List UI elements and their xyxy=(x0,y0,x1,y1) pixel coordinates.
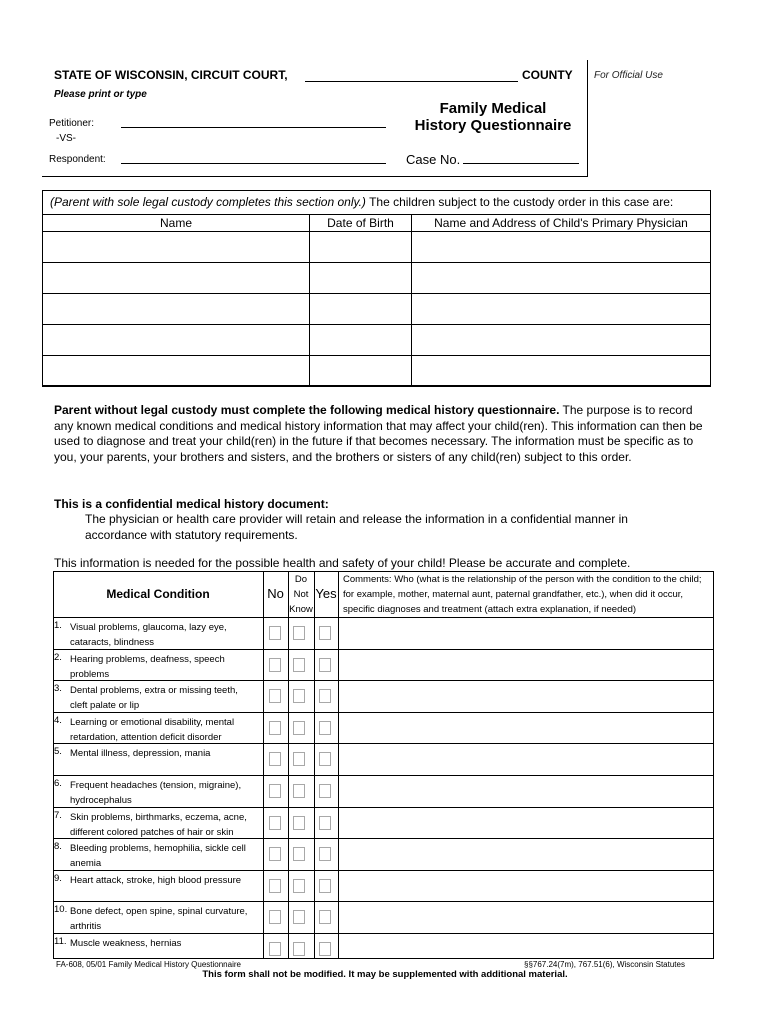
child-row xyxy=(43,232,711,263)
no-checkbox[interactable] xyxy=(269,721,281,735)
yes-checkbox[interactable] xyxy=(319,942,331,956)
do-not-know-checkbox[interactable] xyxy=(293,689,305,703)
col-header-dnk-1: Do xyxy=(294,574,308,585)
instructions-bold: Parent without legal custody must complete the following medical history questionnaire. xyxy=(54,403,560,417)
vs-label: -VS- xyxy=(56,133,76,144)
comments-cell[interactable] xyxy=(339,617,713,649)
confidential-heading: This is a confidential medical history document: xyxy=(54,497,329,511)
col-header-condition: Medical Condition xyxy=(106,587,210,601)
child-dob-cell[interactable] xyxy=(310,294,412,325)
do-not-know-checkbox[interactable] xyxy=(293,626,305,640)
respondent-label: Respondent: xyxy=(49,154,106,165)
case-no-field[interactable] xyxy=(463,163,579,164)
yes-checkbox[interactable] xyxy=(319,816,331,830)
condition-label-line1: Bone defect, open spine, spinal curvature, xyxy=(70,906,248,918)
county-label: COUNTY xyxy=(522,68,573,82)
condition-row xyxy=(53,617,714,649)
condition-label-line1: Bleeding problems, hemophilia, sickle cell xyxy=(70,843,246,855)
child-row xyxy=(43,294,711,325)
condition-row xyxy=(53,901,714,933)
needed-note: This information is needed for the possible health and safety of your child! Please be accurate and complete. xyxy=(54,556,631,570)
condition-label xyxy=(70,841,262,871)
child-dob-cell[interactable] xyxy=(310,232,412,263)
child-name-cell[interactable] xyxy=(43,356,310,387)
condition-label-line2: anemia xyxy=(70,858,102,870)
case-no-label: Case No. xyxy=(406,152,461,167)
children-table xyxy=(42,214,711,387)
condition-label xyxy=(70,778,262,808)
condition-number: 7. xyxy=(54,809,62,821)
do-not-know-checkbox[interactable] xyxy=(293,910,305,924)
condition-label-line1: Frequent headaches (tension, migraine), xyxy=(70,780,242,791)
condition-row xyxy=(53,743,714,775)
condition-label-line1: Learning or emotional disability, mental xyxy=(70,716,235,728)
yes-checkbox[interactable] xyxy=(319,910,331,924)
condition-label-line2: retardation, attention deficit disorder xyxy=(70,731,222,743)
condition-number: 1. xyxy=(54,620,62,631)
condition-label-line2: cleft palate or lip xyxy=(70,700,140,712)
condition-row xyxy=(53,870,714,902)
condition-number: 6. xyxy=(54,778,62,789)
col-header-dnk-2: Not xyxy=(293,589,309,600)
yes-checkbox[interactable] xyxy=(319,784,331,798)
condition-label xyxy=(70,936,262,951)
child-physician-cell[interactable] xyxy=(412,294,711,325)
child-physician-cell[interactable] xyxy=(412,325,711,356)
condition-number: 2. xyxy=(54,651,62,663)
condition-number: 3. xyxy=(54,683,62,695)
instructions-body: The purpose is to record any known medical conditions and medical history information that may affect your child(ren). This information can then be used to diagnose and treat your child(ren) in the future if that becomes necessary. The information must be specific as to you, your parents, your brothers and sisters, and the brothers or sisters of any child(ren) subject to this order. xyxy=(54,403,703,464)
form-id: FA-608, 05/01 Family Medical History Questionnaire xyxy=(56,960,241,969)
child-dob-cell[interactable] xyxy=(310,325,412,356)
condition-row xyxy=(53,838,714,870)
child-dob-cell[interactable] xyxy=(310,263,412,294)
condition-label-line2: problems xyxy=(70,668,110,680)
condition-label-line2: cataracts, blindness xyxy=(70,637,154,648)
col-header-yes: Yes xyxy=(315,586,337,601)
yes-checkbox[interactable] xyxy=(319,689,331,703)
condition-label xyxy=(70,715,262,745)
do-not-know-checkbox[interactable] xyxy=(293,658,305,672)
col-header-physician: Name and Address of Child's Primary Physician xyxy=(412,215,711,232)
condition-label-line1: Dental problems, extra or missing teeth, xyxy=(70,685,238,697)
statutes: §§767.24(7m), 767.51(6), Wisconsin Statutes xyxy=(524,960,685,969)
condition-label-line2: hydrocephalus xyxy=(70,795,132,806)
child-name-cell[interactable] xyxy=(43,294,310,325)
do-not-know-checkbox[interactable] xyxy=(293,879,305,893)
comments-cell[interactable] xyxy=(339,870,713,902)
condition-label xyxy=(70,810,262,840)
form-title-line1: Family Medical xyxy=(439,100,547,117)
condition-label xyxy=(70,746,262,761)
custody-intro-rest: The children subject to the custody order in this case are: xyxy=(369,195,674,209)
no-checkbox[interactable] xyxy=(269,879,281,893)
child-physician-cell[interactable] xyxy=(412,356,711,387)
condition-label-line1: Muscle weakness, hernias xyxy=(70,938,182,949)
condition-label xyxy=(70,652,262,682)
comments-cell[interactable] xyxy=(339,712,713,744)
child-name-cell[interactable] xyxy=(43,232,310,263)
condition-label-line1: Mental illness, depression, mania xyxy=(70,748,211,760)
condition-number: 5. xyxy=(54,746,62,758)
condition-row xyxy=(53,807,714,839)
comments-cell[interactable] xyxy=(339,838,713,870)
child-row xyxy=(43,263,711,294)
condition-label xyxy=(70,620,262,650)
condition-label-line1: Skin problems, birthmarks, eczema, acne, xyxy=(70,811,247,823)
condition-label-line1: Hearing problems, deafness, speech xyxy=(70,653,225,665)
court-prefix: STATE OF WISCONSIN, CIRCUIT COURT, xyxy=(54,68,288,82)
no-checkbox[interactable] xyxy=(269,942,281,956)
do-not-know-checkbox[interactable] xyxy=(293,752,305,766)
do-not-know-checkbox[interactable] xyxy=(293,721,305,735)
condition-label xyxy=(70,683,262,713)
condition-label-line2: arthritis xyxy=(70,921,102,933)
instructions-paragraph xyxy=(54,403,714,465)
no-checkbox[interactable] xyxy=(269,658,281,672)
condition-number: 11. xyxy=(54,936,67,947)
comments-cell[interactable] xyxy=(339,775,713,807)
yes-checkbox[interactable] xyxy=(319,626,331,640)
condition-label-line1: Visual problems, glaucoma, lazy eye, xyxy=(70,622,227,633)
col-header-dob: Date of Birth xyxy=(310,215,412,232)
col-header-name: Name xyxy=(43,215,310,232)
petitioner-label: Petitioner: xyxy=(49,118,95,129)
comments-cell[interactable] xyxy=(339,901,713,933)
do-not-know-checkbox[interactable] xyxy=(293,847,305,861)
no-checkbox[interactable] xyxy=(269,626,281,640)
yes-checkbox[interactable] xyxy=(319,879,331,893)
form-title-line2: History Questionnaire xyxy=(414,117,572,134)
conditions-table xyxy=(53,571,714,959)
condition-label xyxy=(70,873,262,888)
yes-checkbox[interactable] xyxy=(319,847,331,861)
condition-label-line1: Heart attack, stroke, high blood pressure xyxy=(70,874,242,886)
col-header-dnk-3: Know xyxy=(289,604,313,615)
condition-row xyxy=(53,712,714,744)
child-dob-cell[interactable] xyxy=(310,356,412,387)
condition-row xyxy=(53,775,714,807)
condition-label-line2: different colored patches of hair or skin xyxy=(70,826,234,838)
petitioner-field[interactable] xyxy=(121,127,386,128)
comments-cell[interactable] xyxy=(339,649,713,681)
col-header-comments: Comments: Who (what is the relationship of the person with the condition to the child; for example, mother, maternal aunt, paternal grandfather, etc.), when did it occur, specific diagnoses and treatment (attach extra explanation, if needed) xyxy=(343,574,702,615)
yes-checkbox[interactable] xyxy=(319,721,331,735)
yes-checkbox[interactable] xyxy=(319,658,331,672)
no-checkbox[interactable] xyxy=(269,689,281,703)
condition-number: 10. xyxy=(54,904,68,916)
comments-cell[interactable] xyxy=(339,807,713,839)
custody-intro-italic: (Parent with sole legal custody completes this section only.) xyxy=(50,195,366,209)
child-name-cell[interactable] xyxy=(43,263,310,294)
official-use-label: For Official Use xyxy=(594,70,663,81)
comments-cell[interactable] xyxy=(339,743,713,775)
do-not-know-checkbox[interactable] xyxy=(293,942,305,956)
condition-number: 9. xyxy=(54,872,62,884)
comments-cell[interactable] xyxy=(339,680,713,712)
child-row xyxy=(43,325,711,356)
no-checkbox[interactable] xyxy=(269,910,281,924)
confidential-body: The physician or health care provider will retain and release the information in a confidential manner in accordance with statutory requirements. xyxy=(85,512,628,542)
col-header-no: No xyxy=(267,586,284,601)
condition-row xyxy=(53,649,714,681)
condition-number: 4. xyxy=(54,714,62,726)
print-note: Please print or type xyxy=(54,89,147,100)
no-checkbox[interactable] xyxy=(269,752,281,766)
form-title xyxy=(400,100,586,134)
condition-number: 8. xyxy=(54,841,62,853)
custody-intro xyxy=(50,195,673,209)
respondent-field[interactable] xyxy=(121,163,386,164)
child-name-cell[interactable] xyxy=(43,325,310,356)
child-row xyxy=(43,356,711,387)
no-checkbox[interactable] xyxy=(269,784,281,798)
no-checkbox[interactable] xyxy=(269,816,281,830)
col-header-dnk xyxy=(288,572,314,617)
condition-label xyxy=(70,904,262,934)
modification-notice: This form shall not be modified. It may be supplemented with additional material. xyxy=(202,969,568,980)
county-field[interactable] xyxy=(305,81,518,82)
child-physician-cell[interactable] xyxy=(412,232,711,263)
child-physician-cell[interactable] xyxy=(412,263,711,294)
condition-row xyxy=(53,680,714,712)
do-not-know-checkbox[interactable] xyxy=(293,784,305,798)
yes-checkbox[interactable] xyxy=(319,752,331,766)
no-checkbox[interactable] xyxy=(269,847,281,861)
do-not-know-checkbox[interactable] xyxy=(293,816,305,830)
